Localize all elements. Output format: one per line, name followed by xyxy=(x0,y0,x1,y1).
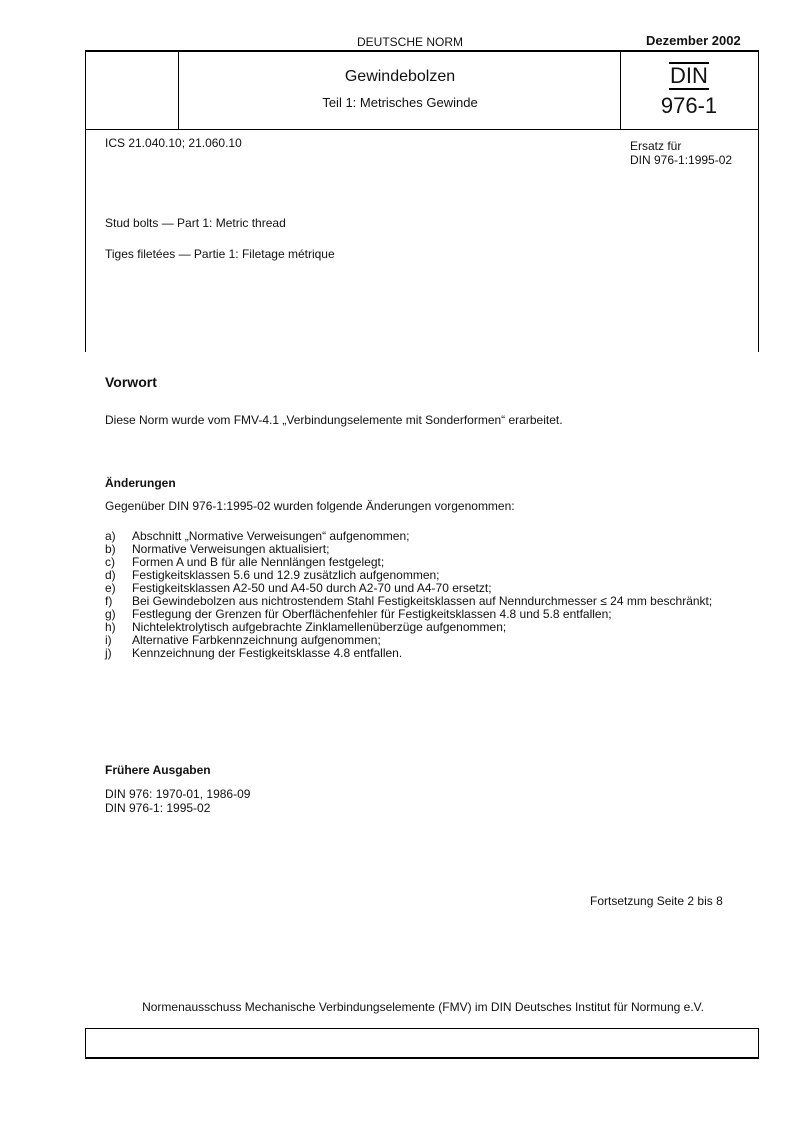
fruehere-heading: Frühere Ausgaben xyxy=(105,763,211,777)
list-item xyxy=(105,647,740,660)
publication-date: Dezember 2002 xyxy=(646,33,741,48)
title-english: Stud bolts — Part 1: Metric thread xyxy=(105,216,286,230)
frame-left-upper xyxy=(85,50,86,352)
frame-right-upper xyxy=(758,50,759,352)
list-item-label: j) xyxy=(105,646,112,660)
replaces-value: DIN 976-1:1995-02 xyxy=(630,153,733,167)
aenderungen-heading: Änderungen xyxy=(105,476,176,490)
ics-code: ICS 21.040.10; 21.060.10 xyxy=(105,136,242,150)
frame-top-line xyxy=(85,50,759,52)
vorwort-text: Diese Norm wurde vom FMV-4.1 „Verbindungselemente mit Sonderformen“ erarbeitet. xyxy=(105,413,563,427)
din-number: 976-1 xyxy=(660,93,718,118)
list-item-label: c) xyxy=(105,555,115,569)
din-logo-text: DIN xyxy=(670,63,708,88)
aenderungen-list xyxy=(105,530,740,660)
vorwort-heading: Vorwort xyxy=(105,374,157,390)
norm-label: DEUTSCHE NORM xyxy=(357,35,464,49)
din-logo xyxy=(620,62,758,90)
list-item-text: Bei Gewindebolzen aus nichtrostendem Stahl Festigkeitsklassen auf Nenndurchmesser ≤ 24 mm beschränkt; xyxy=(132,594,713,608)
footer-top-line xyxy=(85,1028,759,1029)
list-item-label: b) xyxy=(105,542,116,556)
list-item-text: Nichtelektrolytisch aufgebrachte Zinklamellenüberzüge aufgenommen; xyxy=(132,620,507,634)
frame-header-bottom-line xyxy=(85,129,759,130)
document-subtitle: Teil 1: Metrisches Gewinde xyxy=(322,95,478,110)
list-item-label: g) xyxy=(105,607,116,621)
footer-text: Normenausschuss Mechanische Verbindungselemente (FMV) im DIN Deutsches Institut für Normung e.V. xyxy=(142,1000,704,1014)
title-french: Tiges filetées — Partie 1: Filetage métrique xyxy=(105,247,335,261)
list-item-label: a) xyxy=(105,529,116,543)
footer-right-line xyxy=(758,1028,759,1058)
list-item-label: f) xyxy=(105,594,113,608)
replaces-label: Ersatz für xyxy=(630,139,682,153)
list-item-text: Festigkeitsklassen 5.6 und 12.9 zusätzlich aufgenommen; xyxy=(132,568,440,582)
fruehere-line1: DIN 976: 1970-01, 1986-09 xyxy=(105,787,251,801)
list-item-text: Abschnitt „Normative Verweisungen“ aufgenommen; xyxy=(132,529,410,543)
footer-bottom-line xyxy=(85,1057,759,1059)
list-item-label: i) xyxy=(105,633,112,647)
list-item-text: Alternative Farbkennzeichnung aufgenommen; xyxy=(132,633,381,647)
document-title: Gewindebolzen xyxy=(344,68,456,85)
list-item-label: e) xyxy=(105,581,116,595)
footer-left-line xyxy=(85,1028,86,1058)
fruehere-line2: DIN 976-1: 1995-02 xyxy=(105,801,211,815)
list-item-text: Normative Verweisungen aktualisiert; xyxy=(132,542,330,556)
list-item-text: Kennzeichnung der Festigkeitsklasse 4.8 entfallen. xyxy=(132,646,403,660)
list-item-label: h) xyxy=(105,620,116,634)
list-item-text: Festlegung der Grenzen für Oberflächenfehler für Festigkeitsklassen 4.8 und 5.8 entfallen; xyxy=(132,607,612,621)
list-item-text: Formen A und B für alle Nennlängen festgelegt; xyxy=(132,555,385,569)
continuation-note: Fortsetzung Seite 2 bis 8 xyxy=(590,894,723,908)
frame-divider-left xyxy=(178,50,179,130)
list-item-text: Festigkeitsklassen A2-50 und A4-50 durch A2-70 und A4-70 ersetzt; xyxy=(132,581,492,595)
list-item-label: d) xyxy=(105,568,116,582)
aenderungen-intro: Gegenüber DIN 976-1:1995-02 wurden folgende Änderungen vorgenommen: xyxy=(105,499,515,513)
